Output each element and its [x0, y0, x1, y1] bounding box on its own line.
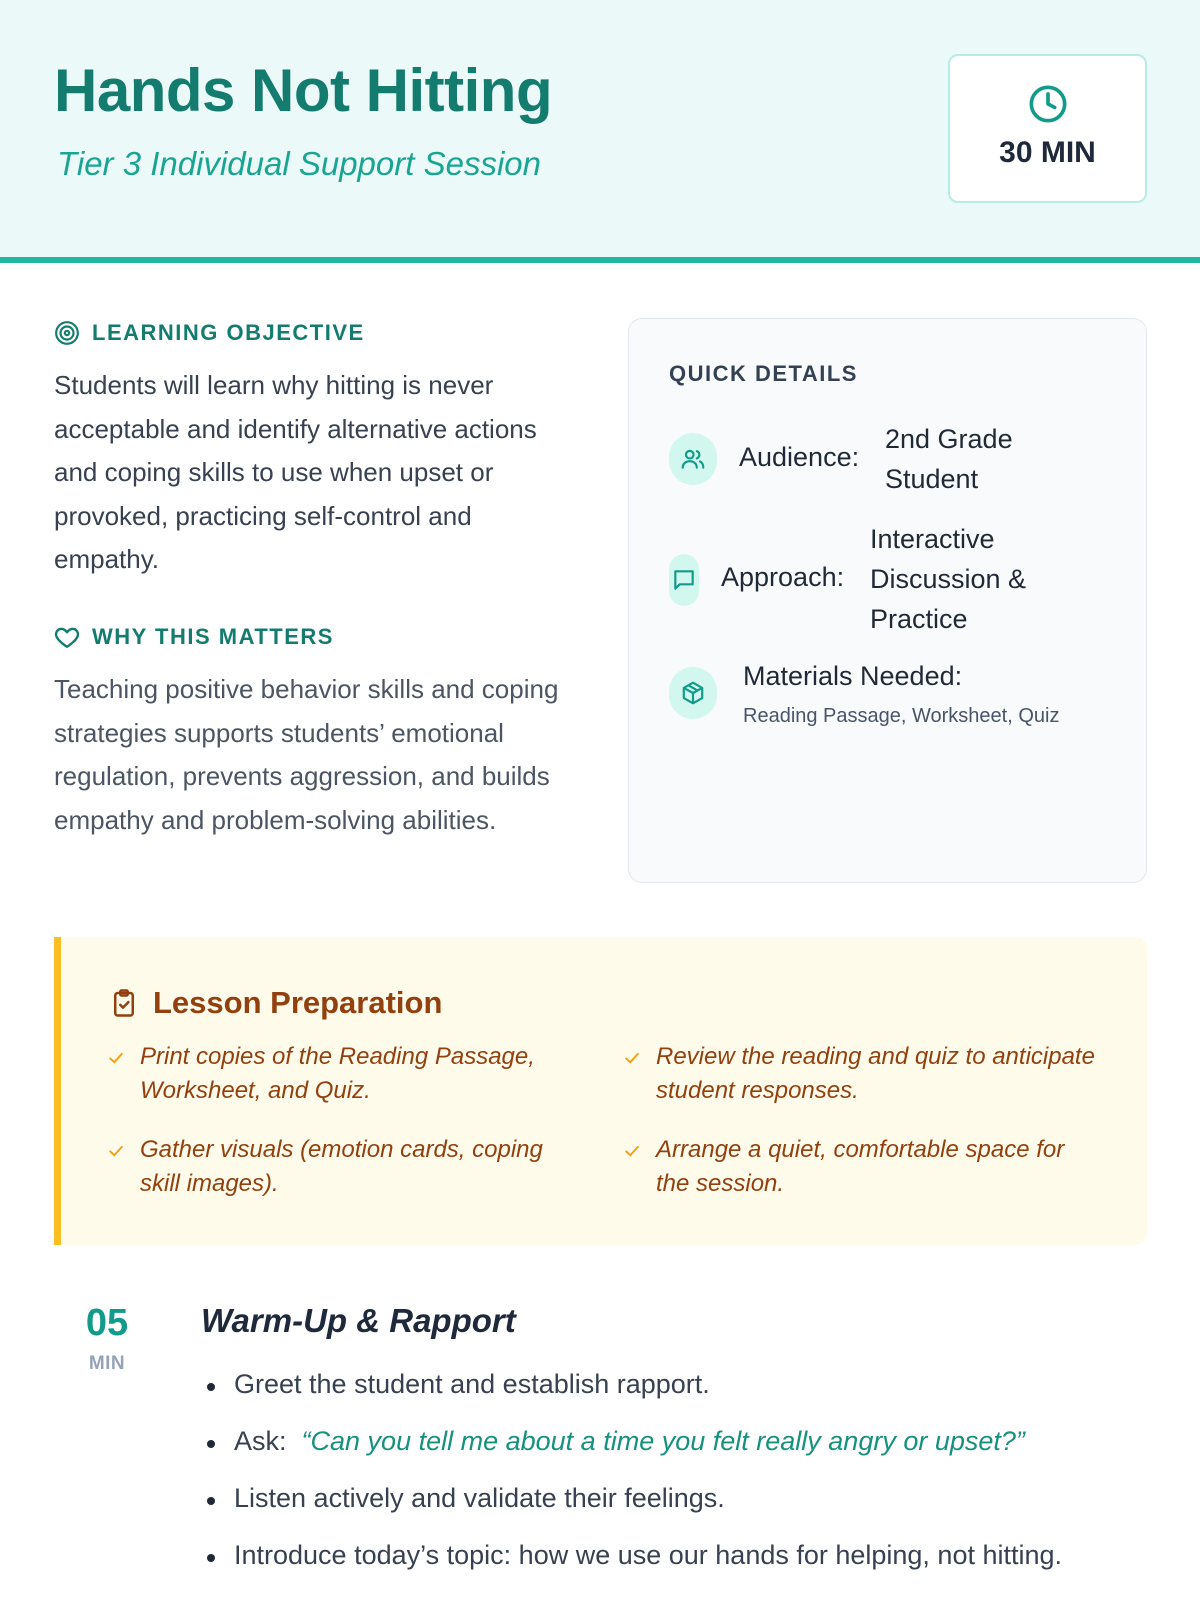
preparation-heading: [109, 985, 442, 1021]
preparation-item-line2: student responses.: [656, 1077, 859, 1104]
audience-value-line2: Student: [885, 464, 979, 494]
audience-icon-badge: [669, 433, 717, 485]
duration-text: 30 MIN: [999, 136, 1096, 169]
lesson-preparation-panel: [54, 937, 1147, 1245]
ask-prefix: Ask:: [234, 1426, 287, 1456]
clipboard-check-icon: [109, 988, 139, 1018]
preparation-item-line1: Gather visuals (emotion cards, coping: [140, 1136, 543, 1163]
materials-label: Materials Needed:: [743, 661, 963, 691]
quick-details-card: [628, 318, 1147, 883]
audience-value-line1: 2nd Grade: [885, 424, 1013, 454]
preparation-item-line1: Arrange a quiet, comfortable space for: [656, 1136, 1065, 1163]
package-icon: [680, 680, 706, 706]
approach-value-line2: Discussion &: [870, 564, 1027, 594]
check-icon: [622, 1141, 642, 1161]
preparation-item-line2: Worksheet, and Quiz.: [140, 1077, 371, 1104]
why-heading: [54, 624, 334, 650]
objective-text: Students will learn why hitting is never acceptable and identify alternative actions and coping skills to use when upset or provoked, practicing self-control and empathy.: [54, 370, 537, 574]
preparation-item-line1: Review the reading and quiz to anticipate: [656, 1043, 1095, 1070]
preparation-item: [622, 1040, 1122, 1108]
step-bullet-list: [201, 1356, 1161, 1584]
check-icon: [106, 1141, 126, 1161]
approach-icon-badge: [669, 554, 699, 606]
objective-heading-label: LEARNING OBJECTIVE: [92, 320, 365, 345]
preparation-item: [106, 1133, 586, 1201]
list-item: [201, 1413, 1161, 1470]
audience-label: Audience:: [739, 442, 860, 472]
page-title: Hands Not Hitting: [54, 57, 553, 124]
users-icon: [680, 446, 706, 472]
audience-value: [885, 419, 1013, 499]
objective-heading: [54, 320, 365, 346]
check-icon: [622, 1048, 642, 1068]
target-icon: [54, 320, 80, 346]
ask-quote: “Can you tell me about a time you felt really angry or upset?”: [301, 1426, 1025, 1456]
preparation-item: [622, 1133, 1122, 1201]
why-heading-label: WHY THIS MATTERS: [92, 624, 334, 649]
page-subtitle: Tier 3 Individual Support Session: [57, 145, 541, 182]
list-item: Listen actively and validate their feelings.: [201, 1470, 1161, 1527]
heart-icon: [54, 624, 80, 650]
approach-value-line1: Interactive: [870, 524, 995, 554]
quick-details-title: QUICK DETAILS: [669, 361, 858, 386]
materials-value: Reading Passage, Worksheet, Quiz: [743, 705, 1060, 727]
approach-label: Approach:: [721, 562, 845, 592]
preparation-item-line2: skill images).: [140, 1170, 279, 1197]
clock-icon: [1028, 84, 1068, 124]
list-item: Greet the student and establish rapport.: [201, 1356, 1161, 1413]
why-text: Teaching positive behavior skills and coping strategies supports students’ emotional regulation, prevents aggression, and builds empathy and problem-solving abilities.: [54, 674, 559, 835]
list-item: Introduce today’s topic: how we use our hands for helping, not hitting.: [201, 1527, 1161, 1584]
step-minutes-label: MIN: [88, 1353, 126, 1374]
duration-badge: [948, 54, 1147, 203]
message-icon: [671, 567, 697, 593]
preparation-heading-label: Lesson Preparation: [153, 985, 443, 1020]
preparation-item: [106, 1040, 576, 1108]
preparation-item-line1: Print copies of the Reading Passage,: [140, 1043, 535, 1070]
check-icon: [106, 1048, 126, 1068]
approach-value-line3: Practice: [870, 604, 968, 634]
step-minutes: 05: [85, 1302, 129, 1344]
preparation-item-line2: the session.: [656, 1170, 785, 1197]
step-title: Warm-Up & Rapport: [201, 1302, 516, 1339]
header-banner: [0, 0, 1200, 263]
approach-value: [870, 519, 1026, 639]
materials-icon-badge: [669, 667, 717, 719]
